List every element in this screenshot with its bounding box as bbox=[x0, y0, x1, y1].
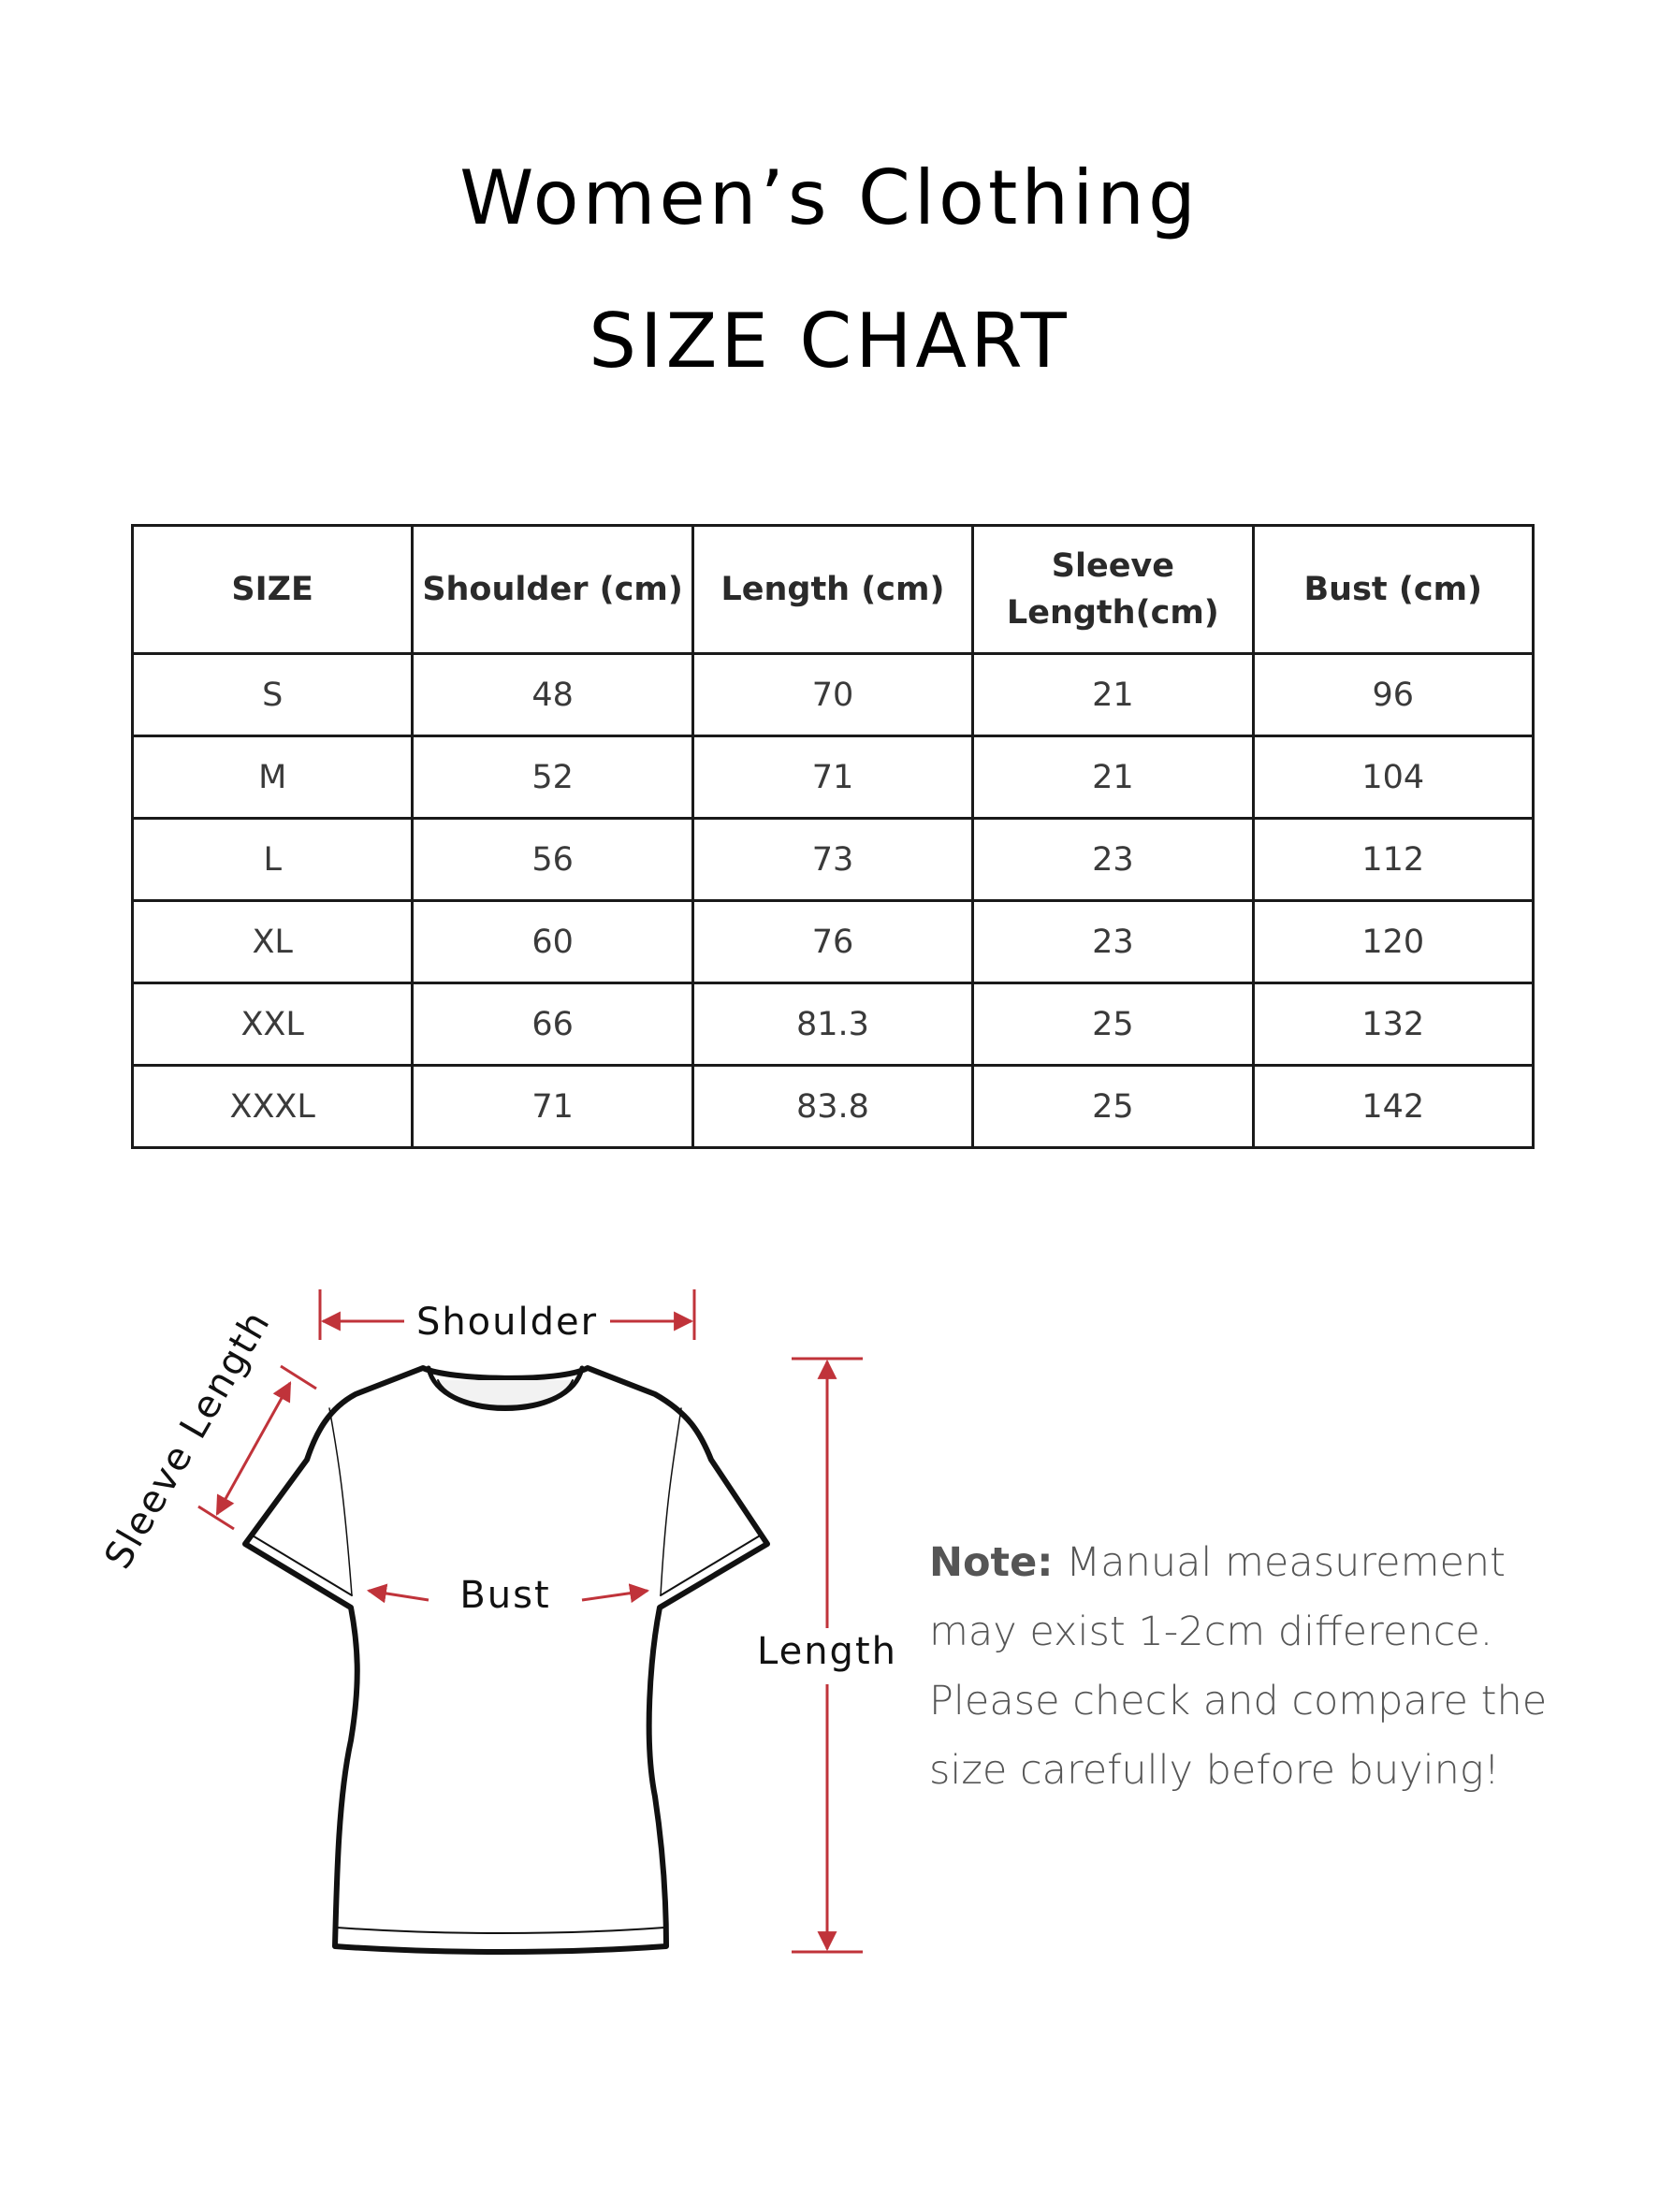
cell-size: XL bbox=[133, 901, 413, 983]
cell-shoulder: 56 bbox=[413, 819, 692, 901]
cell-bust: 120 bbox=[1253, 901, 1533, 983]
cell-size: L bbox=[133, 819, 413, 901]
cell-size: S bbox=[133, 654, 413, 736]
bust-label: Bust bbox=[459, 1574, 551, 1617]
note-separator: : bbox=[1037, 1539, 1054, 1586]
cell-length: 73 bbox=[692, 819, 972, 901]
cell-bust: 132 bbox=[1253, 983, 1533, 1066]
cell-bust: 96 bbox=[1253, 654, 1533, 736]
cell-shoulder: 60 bbox=[413, 901, 692, 983]
column-header-bust: Bust (cm) bbox=[1253, 526, 1533, 654]
table-row bbox=[133, 736, 1534, 819]
column-header-sleeve-length bbox=[973, 526, 1253, 654]
note-label: Note bbox=[929, 1539, 1038, 1586]
note-body: Manual measurement may exist 1-2cm difference. Please check and compare the size carefully before buying! bbox=[929, 1539, 1548, 1794]
cell-size: M bbox=[133, 736, 413, 819]
shoulder-label: Shoulder bbox=[415, 1301, 599, 1344]
cell-shoulder: 48 bbox=[413, 654, 692, 736]
cell-sleeve-length: 25 bbox=[973, 983, 1253, 1066]
table-row bbox=[133, 819, 1534, 901]
column-header-length: Length (cm) bbox=[692, 526, 972, 654]
page-title: Women’s Clothing bbox=[459, 154, 1200, 241]
cell-sleeve-length: 25 bbox=[973, 1066, 1253, 1148]
table-row bbox=[133, 1066, 1534, 1148]
note-text bbox=[929, 1528, 1584, 1805]
cell-sleeve-length: 23 bbox=[973, 819, 1253, 901]
table-header-row bbox=[133, 526, 1534, 654]
cell-bust: 104 bbox=[1253, 736, 1533, 819]
cell-sleeve-length: 21 bbox=[973, 654, 1253, 736]
cell-shoulder: 52 bbox=[413, 736, 692, 819]
column-header-size: SIZE bbox=[133, 526, 413, 654]
cell-length: 76 bbox=[692, 901, 972, 983]
cell-length: 81.3 bbox=[692, 983, 972, 1066]
cell-size: XXL bbox=[133, 983, 413, 1066]
sleeve-length-label: Sleeve Length bbox=[96, 1302, 280, 1577]
cell-length: 83.8 bbox=[692, 1066, 972, 1148]
cell-size: XXXL bbox=[133, 1066, 413, 1148]
table-row bbox=[133, 983, 1534, 1066]
table-row bbox=[133, 901, 1534, 983]
cell-bust: 142 bbox=[1253, 1066, 1533, 1148]
cell-bust: 112 bbox=[1253, 819, 1533, 901]
table-row bbox=[133, 654, 1534, 736]
cell-sleeve-length: 21 bbox=[973, 736, 1253, 819]
cell-length: 70 bbox=[692, 654, 972, 736]
tshirt-outline-icon bbox=[245, 1368, 767, 1952]
sleeve-header-line-2: Length(cm) bbox=[1006, 594, 1219, 632]
cell-length: 71 bbox=[692, 736, 972, 819]
cell-shoulder: 66 bbox=[413, 983, 692, 1066]
size-table bbox=[131, 524, 1535, 1149]
column-header-shoulder: Shoulder (cm) bbox=[413, 526, 692, 654]
length-label: Length bbox=[757, 1630, 897, 1673]
cell-shoulder: 71 bbox=[413, 1066, 692, 1148]
cell-sleeve-length: 23 bbox=[973, 901, 1253, 983]
sleeve-header-line-1: Sleeve bbox=[1051, 547, 1174, 585]
page-subtitle: SIZE CHART bbox=[589, 298, 1070, 385]
